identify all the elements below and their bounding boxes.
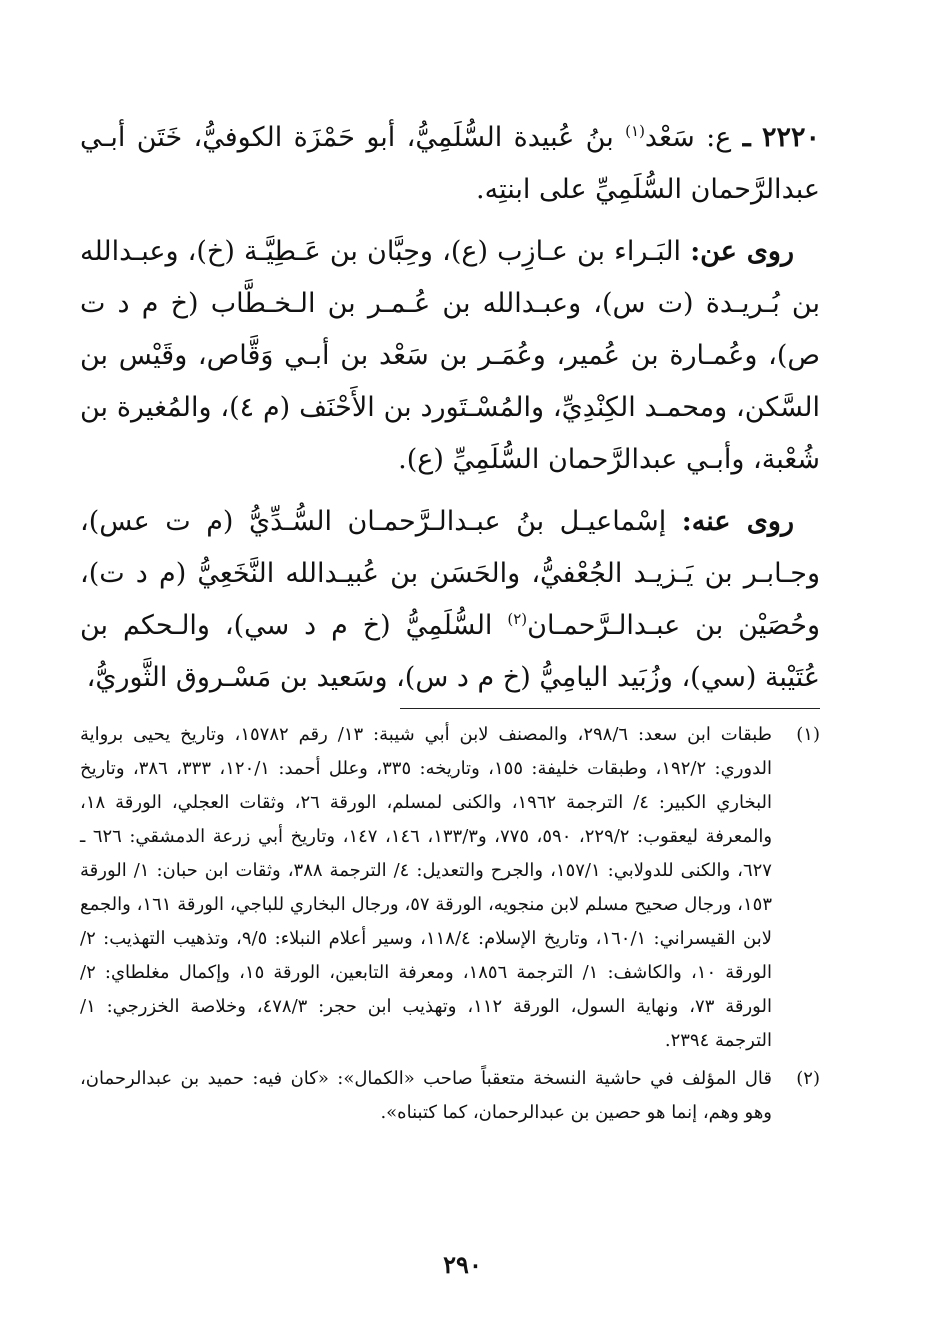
footnote-2-number: (٢) <box>796 1068 820 1089</box>
footnotes <box>80 718 820 1134</box>
footnote-1-text: طبقات ابن سعد: ٢٩٨/٦، والمصنف لابن أبي شيبة: ١٣/ رقم ١٥٧٨٢، وتاريخ يحيى برواية الدوري: ١٩٢/٢، وطبقات خليفة: ١٥٥، وتاريخه: ٣٣٥، وعلل أحمد: ١٢٠/١، ٣٣٣، ٣٨٦، وتاريخ البخاري الكبير: ٤/ الترجمة ١٩٦٢، والكنى لمسلم، الورقة ٢٦، وثقات العجلي، الورقة ١٨، والمعرفة ليعقوب: ٢٢٩/٢، ٥٩٠، ٧٧٥، و١٣٣/٣، ١٤٦، ١٤٧، وتاريخ أبي زرعة الدمشقي: ٦٢٦ ـ ٦٢٧، والكنى للدولابي: ١٥٧/١، والجرح والتعديل: ٤/ الترجمة ٣٨٨، وثقات ابن حبان: ١/ الورقة ١٥٣، ورجال صحيح مسلم لابن منجويه، الورقة ٥٧، ورجال البخاري للباجي، الورقة ١٦١، والجمع لابن القيسراني: ١٦٠/١، وتاريخ الإسلام: ١١٨/٤، وسير أعلام النبلاء: ٩/٥، وتذهيب التهذيب: ٢/ الورقة ١٠، والكاشف: ١/ الترجمة ١٨٥٦، ومعرفة التابعين، الورقة ١٥، وإكمال مغلطاي: ٢/ الورقة ٧٣، ونهاية السول، الورقة ١١٢، وتهذيب ابن حجر: ٤٧٨/٣، وخلاصة الخزرجي: ١/ الترجمة ٢٣٩٤. <box>80 724 773 1051</box>
entry-name-rest: بنُ عُبيدة السُّلَمِيُّ، أبو حَمْزَة الكوفيُّ، خَتَن أبـي عبدالرَّحمان السُّلَمِيِّ على ابنتِه. <box>80 122 820 205</box>
narrated-by-label: روى عنه: <box>681 506 794 537</box>
footnote-1-number: (١) <box>796 724 820 745</box>
page-number: ٢٩٠ <box>443 1250 482 1279</box>
narrated-by-text-b: السُّلَمِيُّ (خ م د سي)، والـحكم بن عُتَيْبة (سي)، وزُبَيد اليامِيُّ (خ م د س)، وسَعيد بن مَسْـروق الثَّوريُّ، <box>80 610 820 693</box>
narrated-from-paragraph <box>80 226 820 486</box>
footnote-1 <box>80 718 820 1058</box>
entry-dash: ـ <box>742 122 751 153</box>
footnote-ref-1[interactable]: (١) <box>625 122 645 140</box>
footnote-ref-2[interactable]: (٢) <box>507 610 528 628</box>
footnote-2 <box>80 1062 820 1130</box>
footnote-2-text: قال المؤلف في حاشية النسخة متعقباً صاحب «الكمال»: «كان فيه: حميد بن عبدالرحمان، وهو وهم، إنما هو حصين بن عبدالرحمان، كما كتبناه». <box>80 1068 772 1123</box>
narrated-from-label: روى عن: <box>690 236 794 267</box>
entry-number: ٢٢٢٠ <box>761 122 820 153</box>
narrated-by-paragraph <box>80 496 820 704</box>
narrated-by-text-a: إسْماعيـل بنُ عبـدالـرَّحمـان السُّـدِّيُّ (م ت عس)، وجـابـر بن يَـزيـد الجُعْفيُّ، والحَسَن بن عُبيـدالله النَّخَعِيُّ (م د ت)، وحُصَيْن بن عبـدالـرَّحمـان <box>80 506 820 641</box>
footnote-divider <box>400 708 820 709</box>
entry-name: ع: سَعْد <box>644 122 732 153</box>
main-text <box>80 112 820 714</box>
entry-header <box>80 112 820 216</box>
narrated-from-text: البَـراء بن عـازِب (ع)، وحِبَّان بن عَـطِيَّـة (خ)، وعبـدالله بن بُـريـدة (ت س)، وعبـدالله بن عُـمـر بن الـخـطَّاب (خ م د ت ص)، وعُمـارة بن عُمير، وعُمَـر بن سَعْد بن أبـي وَقَّاص، وقَيْس بن السَّكن، ومحمـد الكِنْدِيِّ، والمُسْـتَورد بن الأَحْنَف (م ٤)، والمُغيرة بن شُعْبة، وأبـي عبدالرَّحمان السُّلَمِيِّ (ع). <box>80 236 820 475</box>
